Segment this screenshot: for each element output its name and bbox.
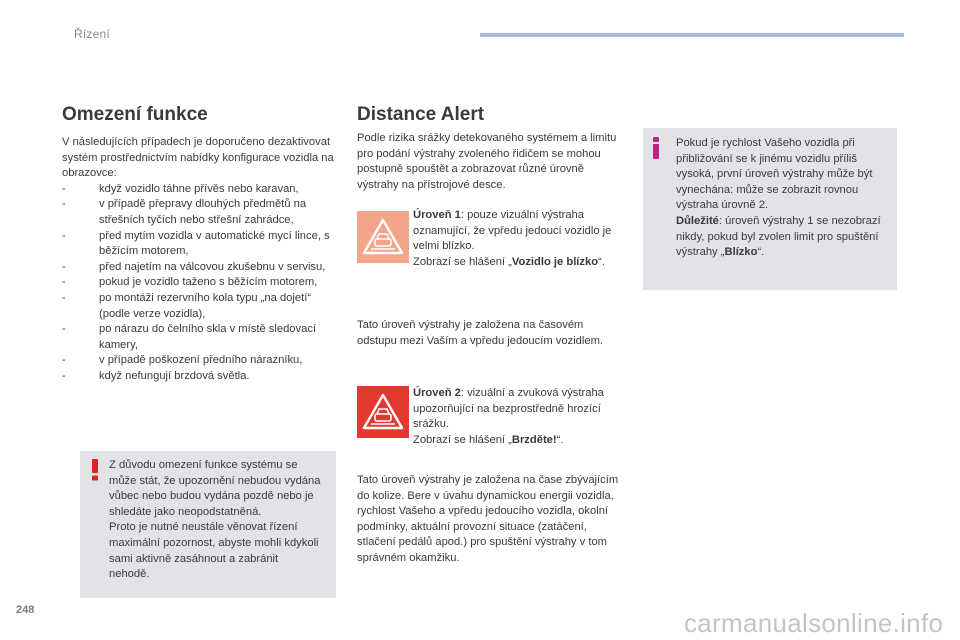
page-number: 248 [16, 604, 35, 616]
list-item: - po nárazu do čelního skla v místě sledovací kamery, [62, 322, 334, 353]
list-item: - když nefungují brzdová světla. [62, 369, 334, 385]
warning-text-1: Z důvodu omezení funkce systému se může stát, že upozornění nebudou vydána vůbec nebo budou vydána pozdě nebo je shledáte jako neopodstatněná. [109, 459, 321, 518]
list-item: - před najetím na válcovou zkušebnu v servisu, [62, 260, 334, 276]
level2-alert-icon [357, 386, 409, 438]
level2-explanation: Tato úroveň výstrahy je založena na čase zbývajícím do kolize. Bere v úvahu dynamickou energii vozidla, rychlost Vašeho a vpředu jedoucího vozidla, okolní podmínky, aktuální provozní situace (zatáčení, stlačení pedálů apod.) pro spuštění výstrahy v tom správném okamžiku. [357, 474, 619, 564]
distance-alert-heading: Distance Alert [357, 104, 485, 125]
level2-msg-prefix: Zobrazí se hlášení „ [413, 433, 512, 446]
level1-label: Úroveň 1 [413, 209, 461, 221]
level2-label: Úroveň 2 [413, 387, 461, 399]
level1-msg: Vozidlo je blízko [511, 255, 599, 268]
list-item: - před mytím vozidla v automatické mycí lince, s běžícím motorem, [62, 229, 334, 260]
distance-alert-intro: Podle rizika srážky detekovaného systémem a limitu pro podání výstrahy zvoleného řidičem se mohou postupně spouštět a zobrazovat různé úrovně výstrahy na přístrojové desce. [357, 132, 617, 191]
list-item: - pokud je vozidlo taženo s běžícím motorem, [62, 275, 334, 291]
limits-intro: V následujících případech je doporučeno dezaktivovat systém prostřednictvím nabídky konfigurace vozidla na obrazovce: [62, 136, 334, 180]
info-icon [651, 136, 661, 160]
warning-text [109, 458, 321, 583]
header-accent-bar [480, 33, 904, 37]
warning-exclamation-icon [88, 458, 102, 482]
list-item: - v případě poškození předního nárazníku, [62, 353, 334, 369]
watermark: carmanualsonline.info [684, 608, 944, 638]
info-text [676, 136, 888, 261]
important-label: Důležité [676, 214, 719, 227]
level2-msg: Brzděte! [511, 433, 557, 446]
level2-desc: : vizuální a zvuková výstraha upozorňující na bezprostředně hrozící srážku. [413, 387, 604, 431]
level2-description [413, 386, 625, 448]
section-title: Řízení [74, 27, 110, 41]
level1-msg-prefix: Zobrazí se hlášení „ [413, 255, 512, 268]
level2-msg-suffix: “. [556, 433, 564, 446]
list-item: - po montáži rezervního kola typu „na dojetí“ (podle verze vozidla), [62, 291, 334, 322]
distance-alert-column [357, 104, 627, 126]
info-text-1: Pokud je rychlost Vašeho vozidla při přibližování se k jinému vozidlu příliš vysoká, první úroveň výstrahy může být vynechána: může se zobrazit rovnou výstraha úrovně 2. [676, 137, 873, 212]
list-item: - když vozidlo táhne přívěs nebo karavan, [62, 182, 334, 198]
level1-explanation: Tato úroveň výstrahy je založena na časovém odstupu mezi Vaším a vpředu jedoucím vozidlem. [357, 319, 604, 347]
limits-heading: Omezení funkce [62, 104, 208, 125]
blizko-label: Blízko [724, 246, 758, 259]
limits-list [62, 182, 334, 385]
warning-text-2: Proto je nutné neustále věnovat řízení maximální pozornost, abyste mohli kdykoli sami aktivně zasáhnout a zabránit nehodě. [109, 521, 319, 581]
level1-msg-suffix: “. [598, 255, 605, 268]
list-item: - v případě přepravy dlouhých předmětů na střešních tyčích nebo střešní zahrádce, [62, 197, 334, 228]
info-text-2-body: : úroveň výstrahy 1 se nezobrazí nikdy, pokud byl zvolen limit pro spuštění výstrahy „ [676, 214, 881, 259]
level1-description [413, 208, 625, 270]
info-text-2 [676, 214, 888, 261]
level1-desc: : pouze vizuální výstraha oznamující, že vpředu jedoucí vozidlo je velmi blízko. [413, 209, 612, 253]
limits-column [62, 104, 334, 385]
info-text-2-end: “. [757, 246, 765, 259]
level1-alert-icon [357, 211, 409, 263]
